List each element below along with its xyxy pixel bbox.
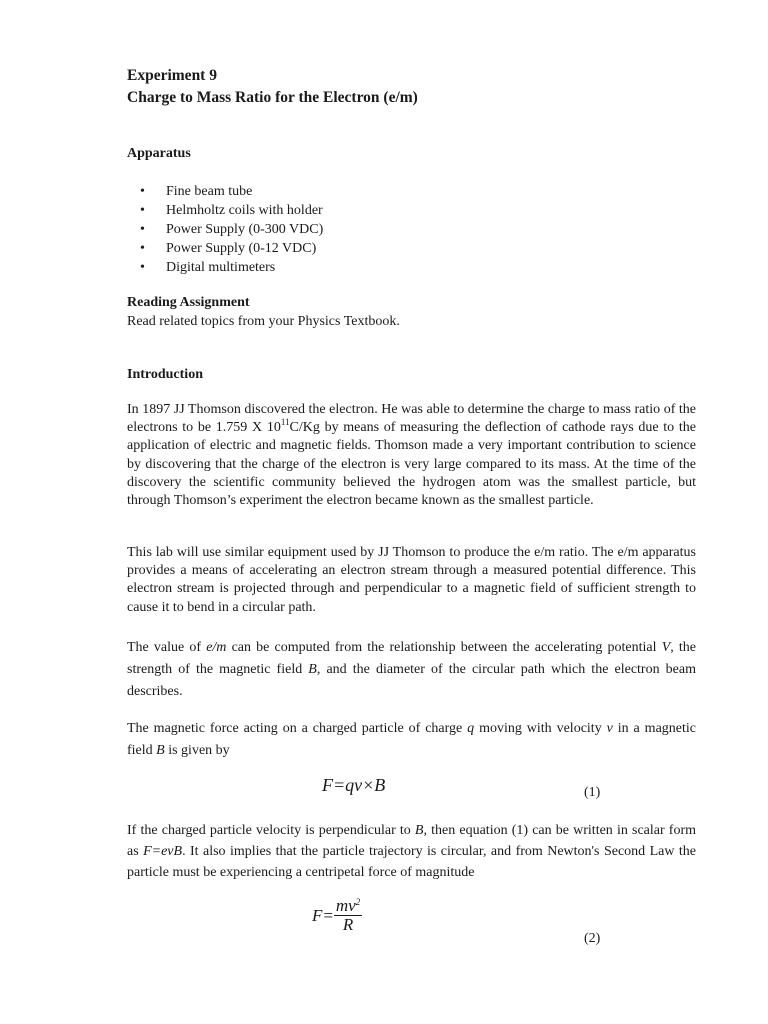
intro-p1-text-b: C/Kg by means of measuring the deflection of cathode rays due to the application of electric and magnetic fields. Thomson made a very important contribution to science by discovering that the charge of the electron is very large compared to its mass. At the time of the discovery the scientific community believed the hydrogen atom was the smallest particle, but through Thomson’s experiment the electron became known as the smallest particle. [127,420,697,509]
p4-text-a: The magnetic force acting on a charged particle of charge [127,721,468,736]
bullet-marker: • [140,241,145,256]
bullet-marker: • [140,184,145,199]
field-symbol: B [156,743,165,758]
apparatus-list [140,182,323,277]
intro-paragraph-3 [127,637,696,703]
p3-text-d: , and the diameter of the circular path which the electron beam describes. [127,662,696,699]
list-item-label: Fine beam tube [166,184,253,199]
equation-2-number: (2) [584,931,601,946]
page-title: Charge to Mass Ratio for the Electron (e/m) [127,89,418,106]
reading-assignment-heading: Reading Assignment [127,295,250,310]
numerator-exponent: 2 [355,897,361,907]
intro-paragraph-1 [127,401,696,510]
experiment-number: Experiment 9 [127,67,217,84]
equation-1-number: (1) [584,785,601,800]
bullet-marker: • [140,203,145,218]
equation-2-lhs: F= [312,905,334,925]
list-item [140,220,323,239]
field-symbol: B [308,662,317,677]
inline-equation: F=evB [143,844,183,859]
equation-2 [312,897,362,934]
voltage-symbol: V [661,640,671,655]
bullet-marker: • [140,260,145,275]
p3-text-b: can be computed from the relationship between the accelerating potential [226,640,662,655]
p4-text-b: moving with velocity [474,721,607,736]
equation-1: F=qv×B [322,775,386,795]
list-item-label: Power Supply (0-300 VDC) [166,222,324,237]
em-symbol: e/m [206,640,227,655]
list-item [140,258,323,277]
intro-p1-text-a: In 1897 JJ Thomson discovered the electron. He was able to determine the charge to mass ratio of the electrons to be 1.759 X 10 [127,402,696,436]
numerator-base: mv [335,896,356,915]
p5-text-c: . It also implies that the particle trajectory is circular, and from Newton's Second Law the particle must be experiencing a centripetal force of magnitude [127,844,696,880]
intro-paragraph-5 [127,820,696,883]
p3-text-a: The value of [127,640,207,655]
fraction-numerator [334,897,362,916]
intro-paragraph-2: This lab will use similar equipment used by JJ Thomson to produce the e/m ratio. The e/m apparatus provides a means of accelerating an electron stream through a measured potential difference. This electron stream is projected through and perpendicular to a magnetic field of sufficient strength to cause it to bend in a circular path. [127,545,696,615]
velocity-symbol: v [606,721,613,736]
p4-text-d: is given by [164,743,230,758]
introduction-heading: Introduction [127,367,203,382]
charge-symbol: q [467,721,475,736]
list-item [140,201,323,220]
field-symbol: B [414,823,424,838]
apparatus-heading: Apparatus [127,146,191,161]
p5-text-a: If the charged particle velocity is perpendicular to [127,823,415,838]
p3-text-c: , the strength of the magnetic field [127,640,697,677]
fraction-denominator: R [342,915,354,934]
exponent: 11 [280,417,290,428]
list-item [140,182,323,201]
intro-paragraph-4 [127,718,696,762]
p4-text-c: in a magnetic field [127,721,696,758]
list-item-label: Digital multimeters [166,260,276,275]
list-item-label: Helmholtz coils with holder [166,203,323,218]
list-item-label: Power Supply (0-12 VDC) [166,241,317,256]
list-item [140,239,323,258]
bullet-marker: • [140,222,145,237]
equation-2-fraction [334,897,362,934]
p5-text-b: , then equation (1) can be written in scalar form as [127,823,696,859]
reading-assignment-text: Read related topics from your Physics Textbook. [127,314,400,329]
